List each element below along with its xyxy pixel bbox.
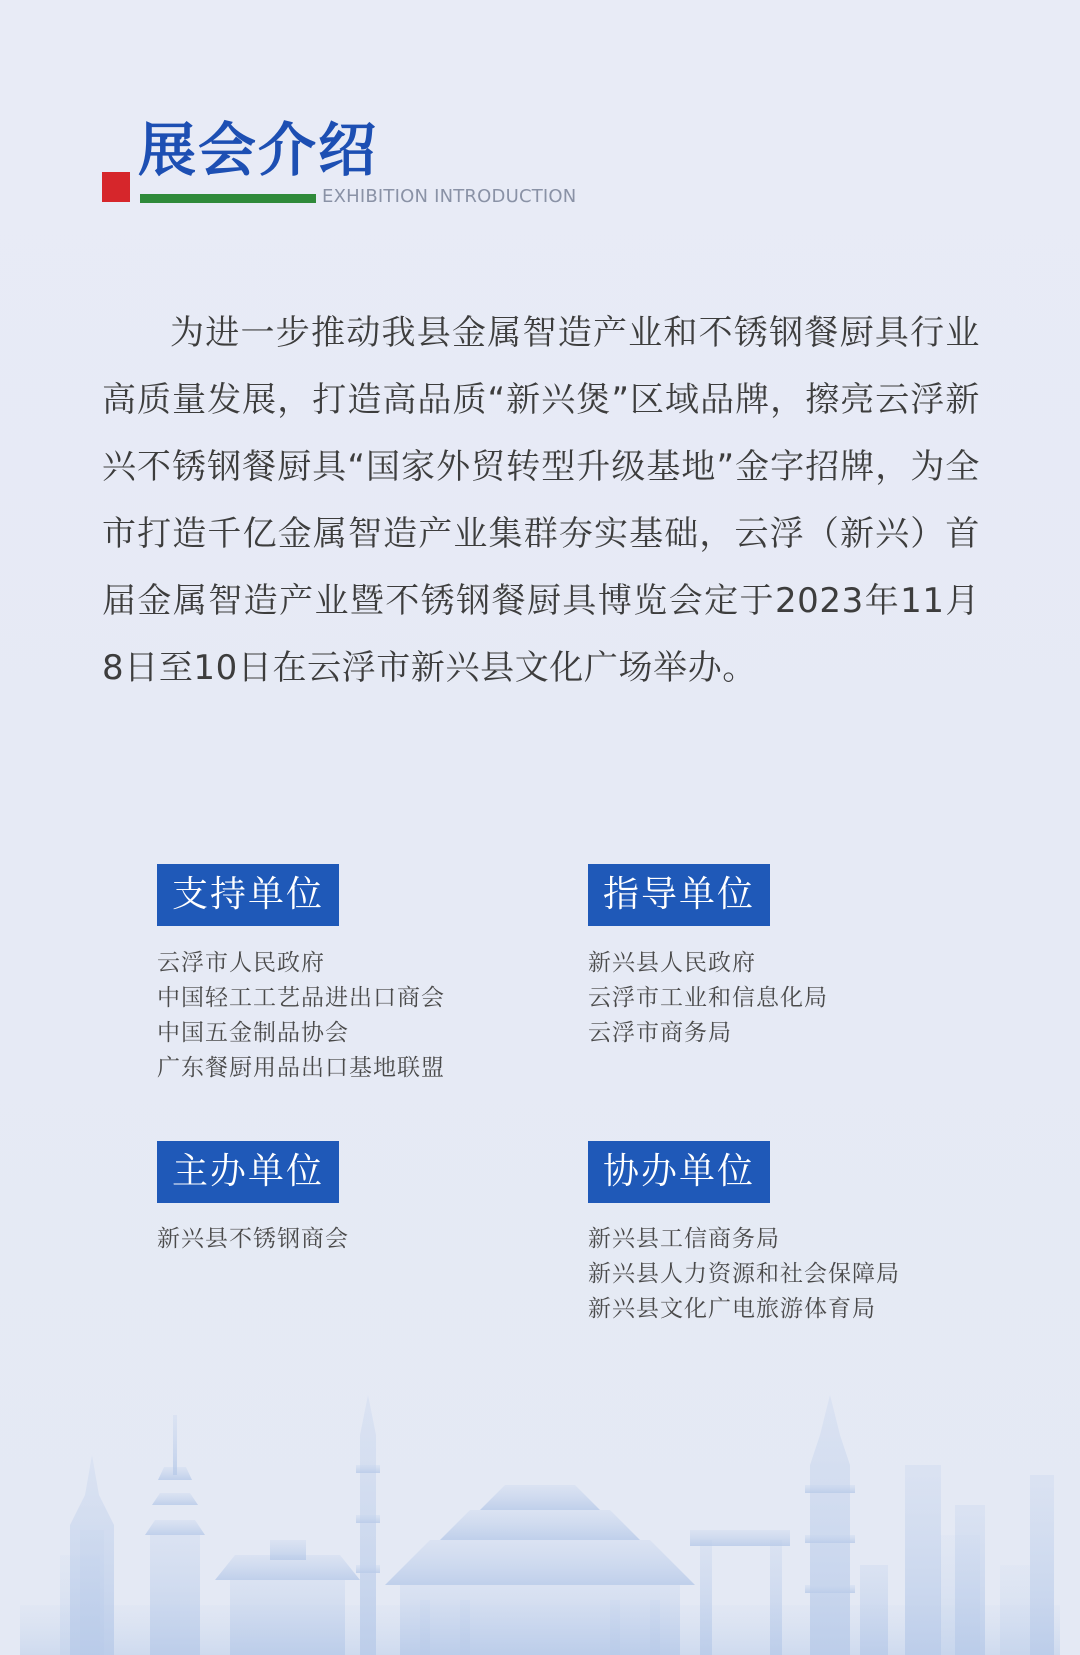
section-subtitle: EXHIBITION INTRODUCTION [322, 186, 577, 207]
list-item: 中国轻工工艺品进出口商会 [157, 985, 445, 1011]
list-item: 云浮市商务局 [588, 1020, 732, 1046]
green-accent-bar [140, 194, 316, 203]
list-item: 云浮市人民政府 [157, 950, 325, 976]
list-item: 新兴县人民政府 [588, 950, 756, 976]
section-header [102, 118, 622, 208]
host-units-list [157, 1222, 349, 1257]
co-units-badge: 协办单位 [588, 1141, 770, 1203]
list-item: 中国五金制品协会 [157, 1020, 349, 1046]
city-skyline-illustration [0, 1355, 1080, 1655]
guide-units-badge: 指导单位 [588, 864, 770, 926]
support-units-list [157, 946, 445, 1086]
list-item: 云浮市工业和信息化局 [588, 985, 828, 1011]
list-item: 新兴县不锈钢商会 [157, 1226, 349, 1252]
list-item: 新兴县文化广电旅游体育局 [588, 1296, 876, 1322]
guide-units-list [588, 946, 828, 1051]
list-item: 新兴县人力资源和社会保障局 [588, 1261, 900, 1287]
intro-paragraph-container [102, 300, 980, 702]
section-title: 展会介绍 [138, 116, 379, 184]
support-units-badge: 支持单位 [157, 864, 339, 926]
intro-paragraph: 为进一步推动我县金属智造产业和不锈钢餐厨具行业高质量发展，打造高品质“新兴煲”区域品牌，擦亮云浮新兴不锈钢餐厨具“国家外贸转型升级基地”金字招牌，为全市打造千亿金属智造产业集群夯实基础，云浮（新兴）首届金属智造产业暨不锈钢餐厨具博览会定于2023年11月8日至10日在云浮市新兴县文化广场举办。 [102, 313, 980, 688]
list-item: 广东餐厨用品出口基地联盟 [157, 1055, 445, 1081]
red-accent-block [102, 172, 130, 202]
host-units-badge: 主办单位 [157, 1141, 339, 1203]
list-item: 新兴县工信商务局 [588, 1226, 780, 1252]
co-units-list [588, 1222, 900, 1327]
